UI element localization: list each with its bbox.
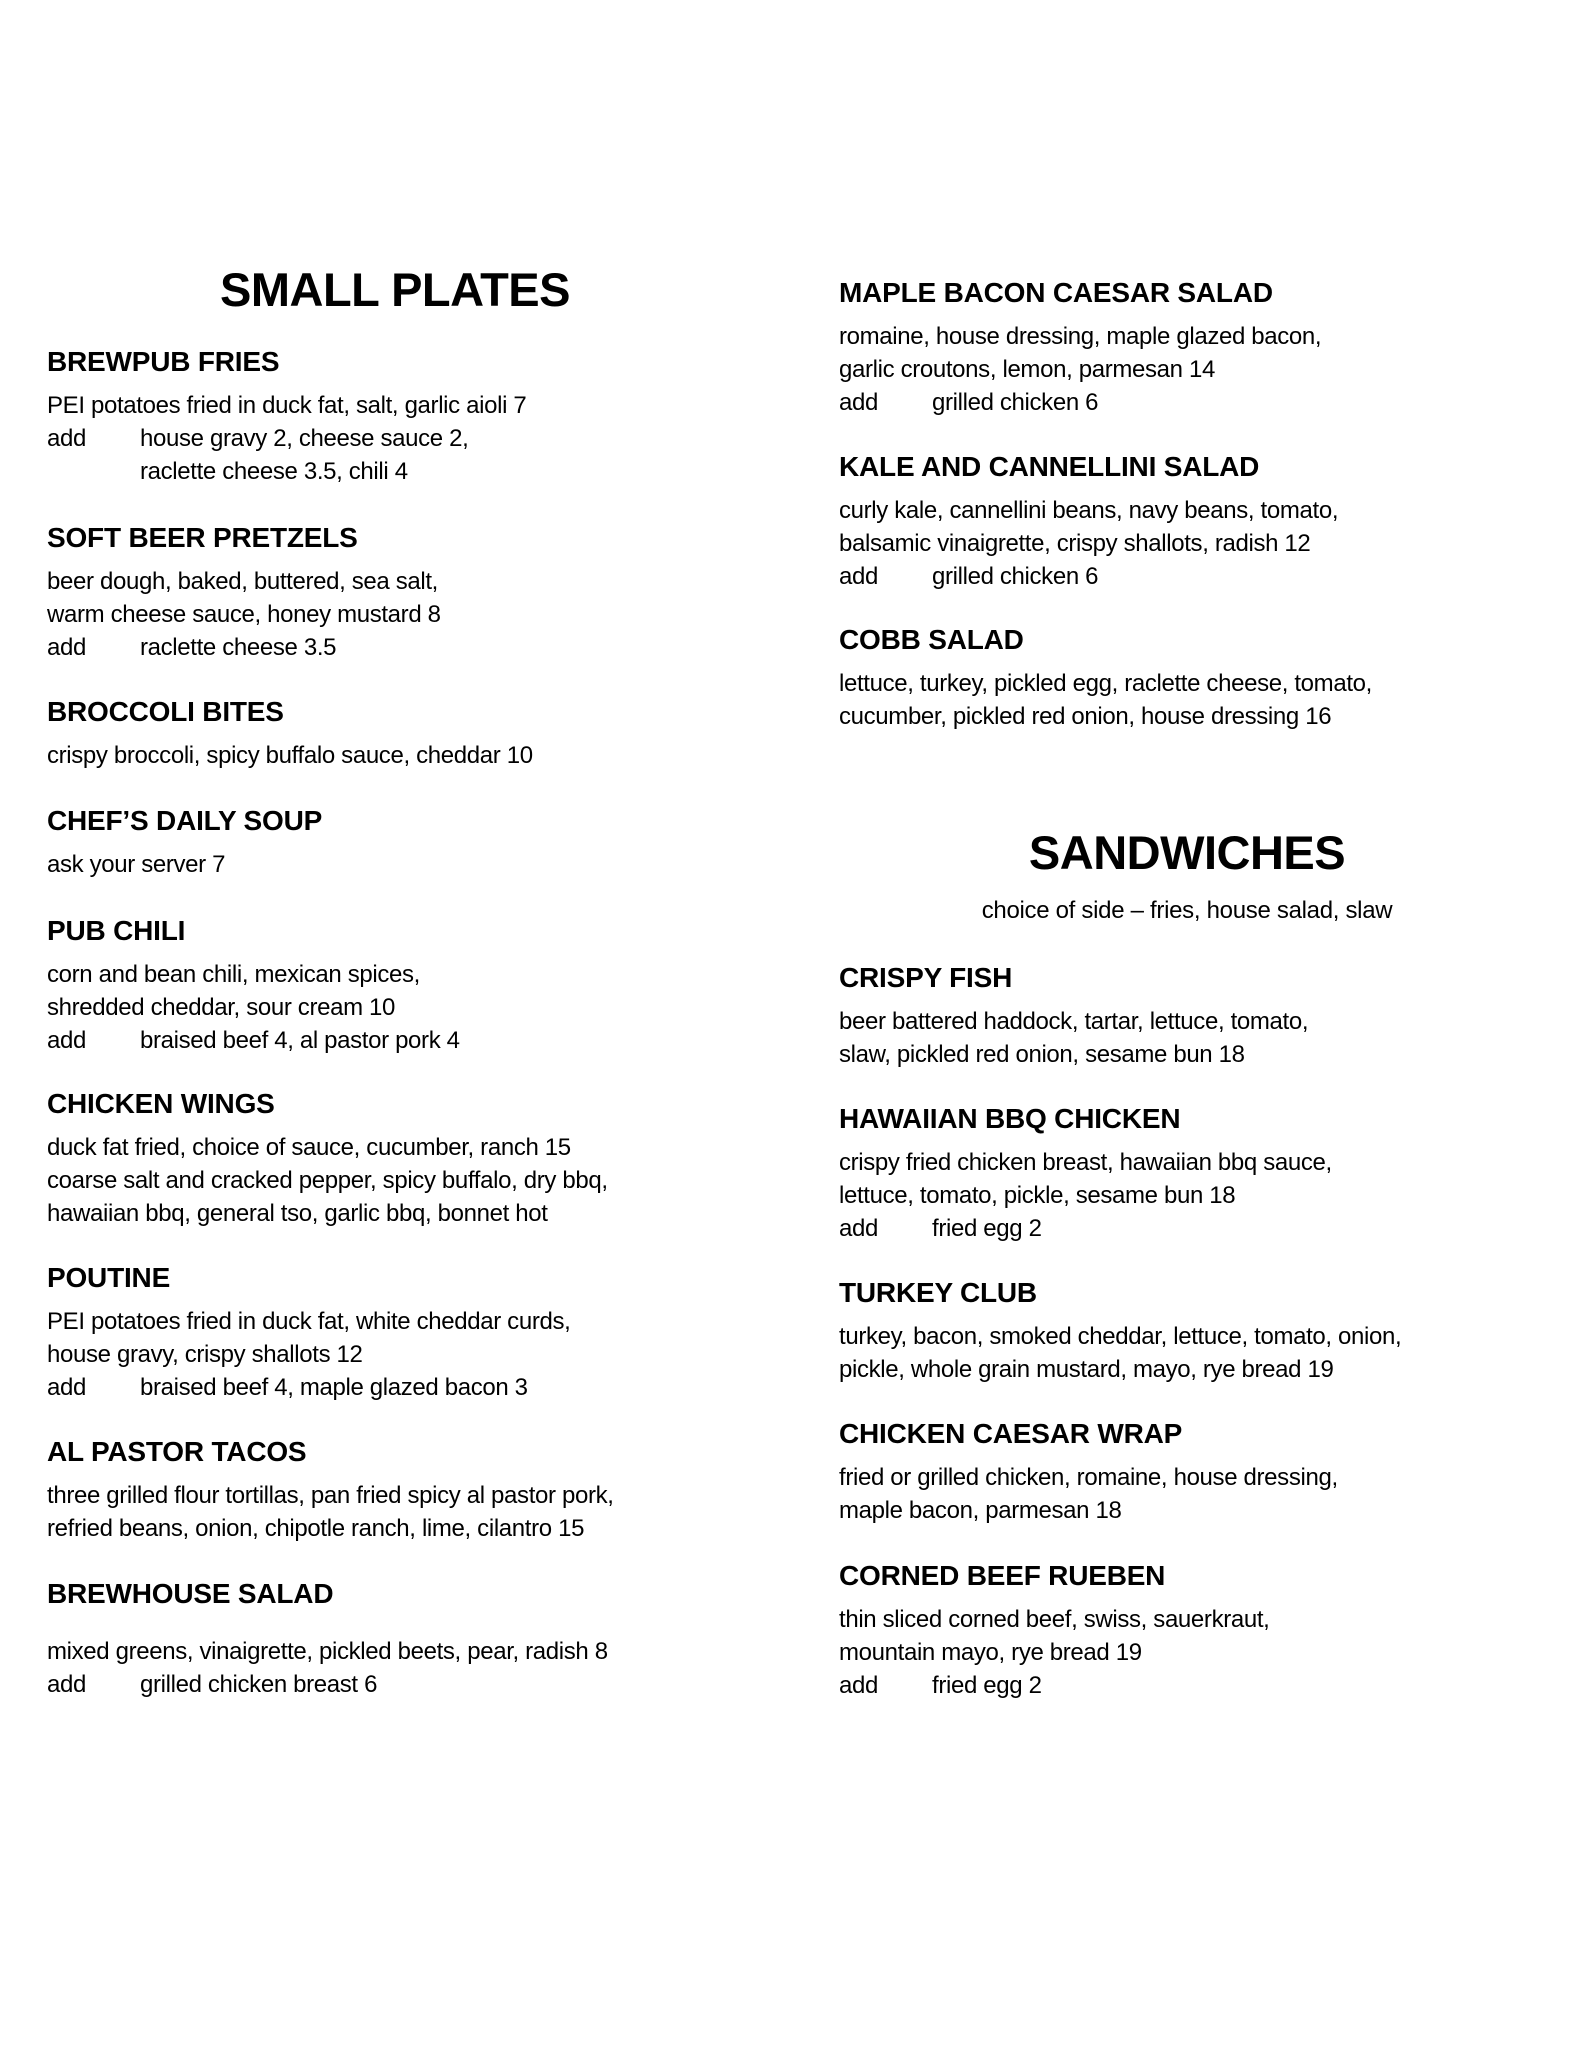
menu-item-description: house gravy, crispy shallots 12	[47, 1341, 363, 1368]
menu-item-name: BREWPUB FRIES	[47, 346, 280, 377]
menu-item-name: CRISPY FISH	[839, 962, 1013, 993]
menu-item	[47, 1576, 608, 1701]
menu-item-description: beer dough, baked, buttered, sea salt,	[47, 568, 438, 595]
menu-item-description: lettuce, tomato, pickle, sesame bun 18	[839, 1182, 1236, 1209]
sandwiches-subtitle: choice of side – fries, house salad, slaw	[981, 897, 1393, 924]
menu-item-addon: add braised beef 4, maple glazed bacon 3	[47, 1371, 570, 1404]
menu-item-description: romaine, house dressing, maple glazed bacon,	[839, 323, 1322, 350]
menu-item-name: CHICKEN WINGS	[47, 1088, 275, 1119]
addon-label: add	[47, 425, 86, 452]
menu-item-description: turkey, bacon, smoked cheddar, lettuce, tomato, onion,	[839, 1323, 1402, 1350]
menu-item	[47, 913, 460, 1057]
menu-item-addon: add grilled chicken 6	[839, 560, 1338, 593]
menu-item-description: beer battered haddock, tartar, lettuce, tomato,	[839, 1008, 1309, 1035]
menu-item-name: CORNED BEEF RUEBEN	[839, 1560, 1166, 1591]
menu-item-name: TURKEY CLUB	[839, 1277, 1037, 1308]
menu-item	[839, 960, 1308, 1071]
menu-item	[839, 449, 1338, 593]
menu-item	[839, 1416, 1338, 1527]
menu-item-addon: add grilled chicken breast 6	[47, 1668, 608, 1701]
menu-item-name: MAPLE BACON CAESAR SALAD	[839, 277, 1273, 308]
menu-item-description: corn and bean chili, mexican spices,	[47, 961, 420, 988]
menu-item-addon: add braised beef 4, al pastor pork 4	[47, 1024, 460, 1057]
menu-item	[839, 1101, 1332, 1245]
addon-label: add	[839, 563, 878, 590]
menu-item-addon: add fried egg 2	[839, 1212, 1332, 1245]
menu-item	[839, 1558, 1270, 1702]
menu-item-description: slaw, pickled red onion, sesame bun 18	[839, 1041, 1245, 1068]
menu-item-name: COBB SALAD	[839, 624, 1024, 655]
menu-item-description: fried or grilled chicken, romaine, house dressing,	[839, 1464, 1338, 1491]
menu-item-description: PEI potatoes fried in duck fat, white cheddar curds,	[47, 1308, 571, 1335]
menu-item	[839, 622, 1372, 733]
addon-label: add	[47, 1027, 86, 1054]
addon-label: add	[47, 1374, 86, 1401]
addon-label: add	[839, 1215, 878, 1242]
menu-item	[47, 1434, 614, 1545]
menu-item-name: AL PASTOR TACOS	[47, 1436, 307, 1467]
menu-item-description: three grilled flour tortillas, pan fried spicy al pastor pork,	[47, 1482, 614, 1509]
menu-item-name: BROCCOLI BITES	[47, 696, 284, 727]
menu-item-description: PEI potatoes fried in duck fat, salt, garlic aioli 7	[47, 392, 527, 419]
menu-item-description: coarse salt and cracked pepper, spicy buffalo, dry bbq,	[47, 1167, 608, 1194]
menu-item	[47, 520, 441, 664]
menu-item-description: ask your server 7	[47, 851, 226, 878]
menu-item-description: cucumber, pickled red onion, house dressing 16	[839, 703, 1332, 730]
menu-item-description: curly kale, cannellini beans, navy beans, tomato,	[839, 497, 1339, 524]
menu-item-addon: raclette cheese 3.5, chili 4	[140, 458, 408, 485]
menu-item	[47, 694, 533, 772]
menu-item-description: mountain mayo, rye bread 19	[839, 1639, 1142, 1666]
small-plates-title: SMALL PLATES	[220, 263, 570, 316]
menu-item-description: crispy fried chicken breast, hawaiian bbq sauce,	[839, 1149, 1332, 1176]
addon-label: add	[47, 1671, 86, 1698]
menu-item-name: HAWAIIAN BBQ CHICKEN	[839, 1103, 1181, 1134]
menu-item-description: crispy broccoli, spicy buffalo sauce, cheddar 10	[47, 742, 533, 769]
menu-item-description: warm cheese sauce, honey mustard 8	[47, 601, 441, 628]
menu-item-description: pickle, whole grain mustard, mayo, rye bread 19	[839, 1356, 1334, 1383]
menu-item	[47, 1086, 608, 1230]
sandwiches-title: SANDWICHES	[1028, 826, 1346, 879]
menu-item-name: PUB CHILI	[47, 915, 186, 946]
menu-item	[47, 803, 322, 881]
menu-item-addon: add raclette cheese 3.5	[47, 631, 441, 664]
addon-label: add	[839, 1672, 878, 1699]
menu-item-name: POUTINE	[47, 1262, 171, 1293]
menu-item-name: CHICKEN CAESAR WRAP	[839, 1418, 1183, 1449]
addon-label: add	[47, 634, 86, 661]
menu-item-name: KALE AND CANNELLINI SALAD	[839, 451, 1260, 482]
menu-item-name: SOFT BEER PRETZELS	[47, 522, 358, 553]
menu-item-description: thin sliced corned beef, swiss, sauerkraut,	[839, 1606, 1270, 1633]
addon-label: add	[839, 389, 878, 416]
menu-item-description: shredded cheddar, sour cream 10	[47, 994, 396, 1021]
menu-item-description: mixed greens, vinaigrette, pickled beets, pear, radish 8	[47, 1638, 608, 1665]
menu-item-addon: add grilled chicken 6	[839, 386, 1321, 419]
menu-item-description: maple bacon, parmesan 18	[839, 1497, 1122, 1524]
menu-item-description: lettuce, turkey, pickled egg, raclette cheese, tomato,	[839, 670, 1372, 697]
menu-item	[839, 1275, 1401, 1386]
menu-item-description: duck fat fried, choice of sauce, cucumber, ranch 15	[47, 1134, 571, 1161]
menu-item-description: balsamic vinaigrette, crispy shallots, radish 12	[839, 530, 1311, 557]
menu-item-name: BREWHOUSE SALAD	[47, 1578, 334, 1609]
menu-item-description: refried beans, onion, chipotle ranch, lime, cilantro 15	[47, 1515, 585, 1542]
menu-item-addon: add house gravy 2, cheese sauce 2,	[47, 422, 526, 455]
menu-item	[47, 344, 526, 488]
menu-item-name: CHEF’S DAILY SOUP	[47, 805, 323, 836]
menu-item	[839, 275, 1321, 419]
menu-item	[47, 1260, 570, 1404]
menu-item-description: garlic croutons, lemon, parmesan 14	[839, 356, 1215, 383]
menu-item-description: hawaiian bbq, general tso, garlic bbq, bonnet hot	[47, 1200, 548, 1227]
menu-item-addon: add fried egg 2	[839, 1669, 1270, 1702]
